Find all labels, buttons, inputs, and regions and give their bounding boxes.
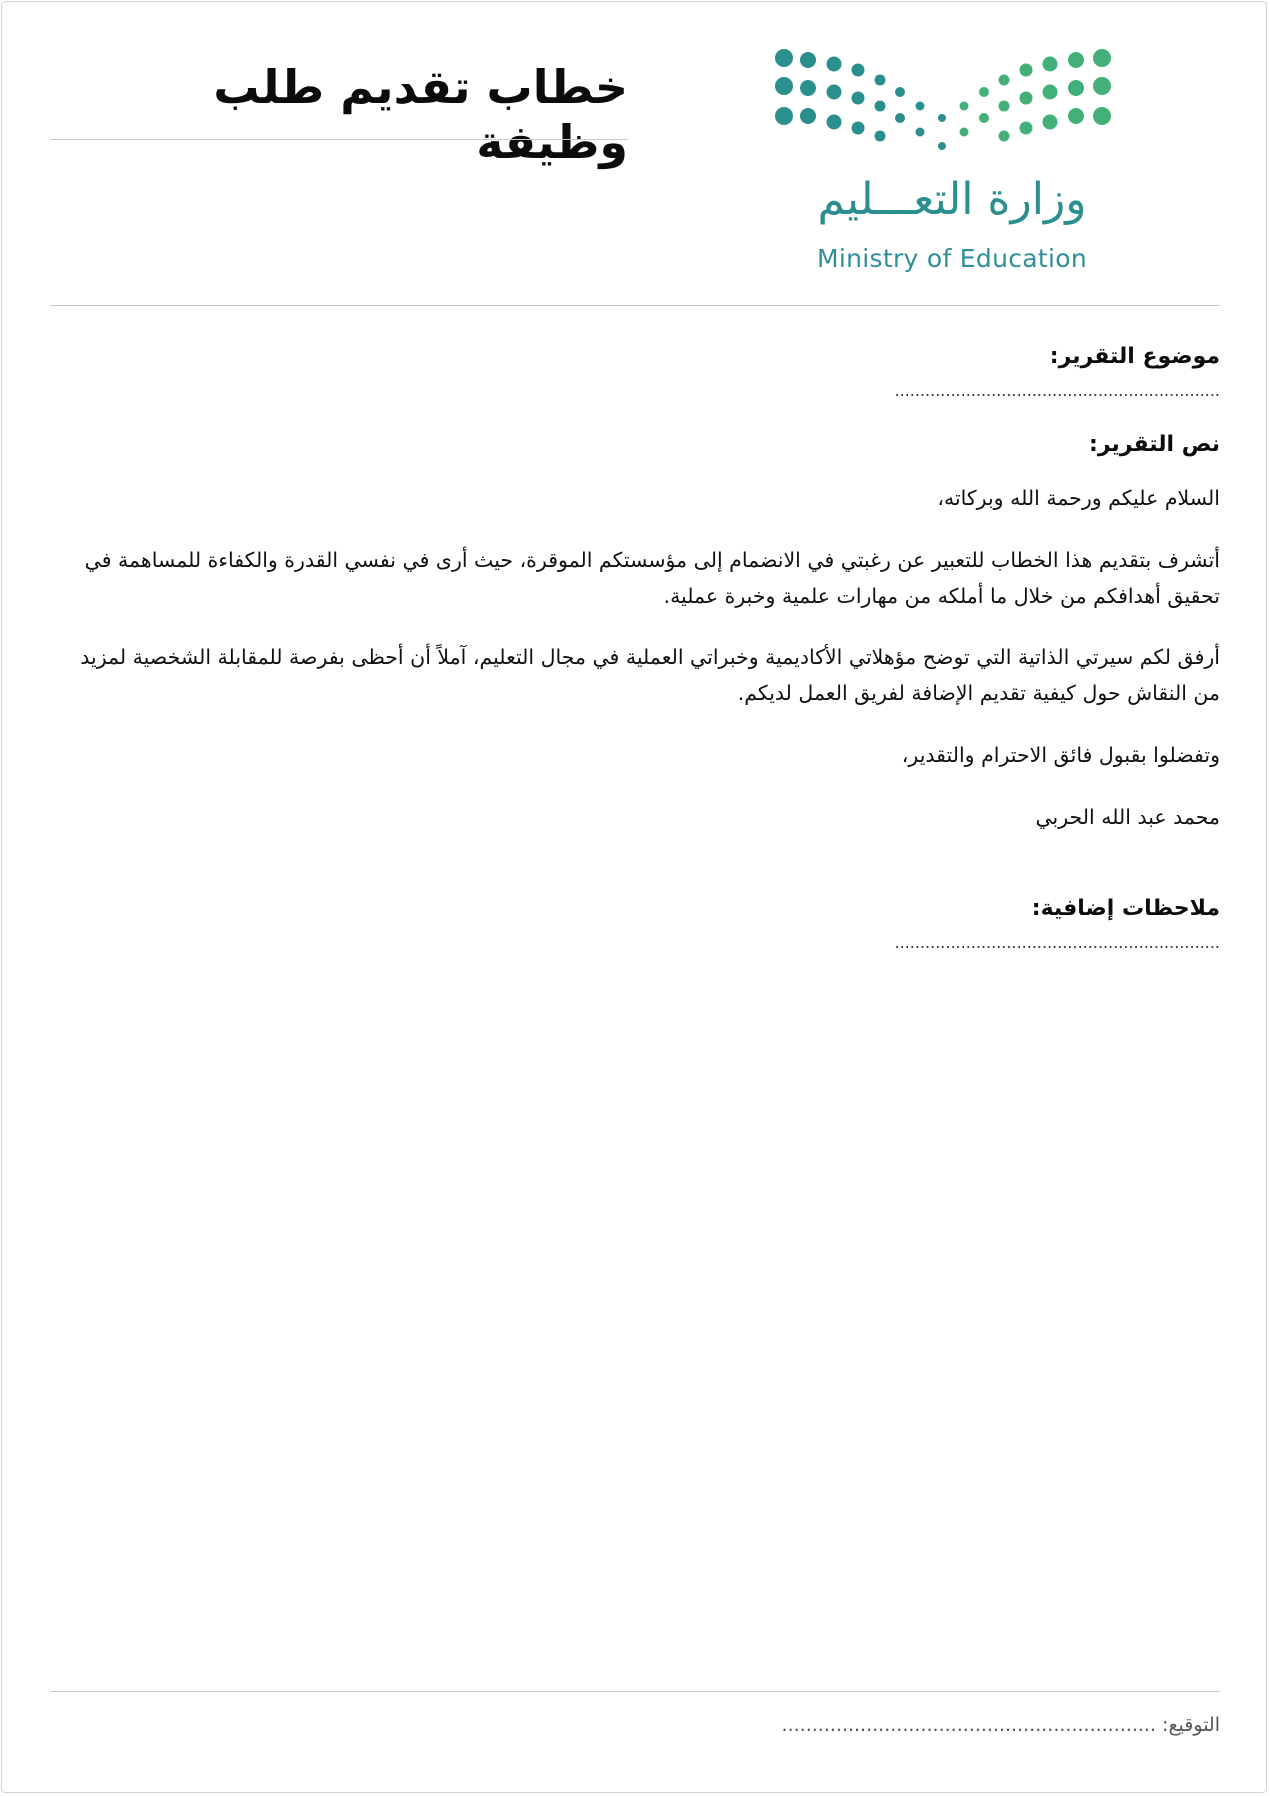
logo-dot	[875, 101, 886, 112]
logo-dot	[938, 114, 946, 122]
report-content	[50, 330, 1220, 952]
logo-dots-icon	[772, 46, 1132, 156]
logo-dot	[775, 107, 793, 125]
logo-dot	[979, 113, 989, 123]
logo-dot	[1043, 115, 1058, 130]
closing-paragraph: وتفضلوا بقبول فائق الاحترام والتقدير،	[901, 743, 1220, 768]
greeting-paragraph: السلام عليكم ورحمة الله وبركاته،	[937, 485, 1220, 510]
logo-dot	[1093, 49, 1111, 67]
logo-dot	[1093, 77, 1111, 95]
logo-dot	[1093, 107, 1111, 125]
document-title: خطاب تقديم طلب وظيفة	[213, 60, 628, 170]
logo-dot	[1043, 57, 1058, 72]
logo-arabic-name: وزارة التعـــليم	[817, 174, 1087, 225]
logo-english-name: Ministry of Education	[817, 244, 1087, 273]
logo-dot	[800, 108, 816, 124]
footer-divider	[50, 1691, 1220, 1692]
logo-dot	[895, 87, 905, 97]
signature-label: التوقيع:	[1162, 1714, 1220, 1736]
logo-dot	[960, 128, 969, 137]
header-divider	[50, 305, 1220, 306]
logo-dot	[938, 142, 946, 150]
logo-dot	[875, 131, 886, 142]
logo-dot	[852, 122, 865, 135]
logo-dot	[916, 102, 925, 111]
logo-dot	[1068, 80, 1084, 96]
notes-placeholder: ................................................................	[894, 932, 1220, 952]
logo-dot	[775, 77, 793, 95]
logo-dot	[1068, 108, 1084, 124]
signature-line	[50, 1714, 1220, 1736]
body-label: نص التقرير:	[1089, 431, 1220, 457]
logo-dot	[916, 128, 925, 137]
intro-paragraph: أتشرف بتقديم هذا الخطاب للتعبير عن رغبتي في الانضمام إلى مؤسستكم الموقرة، حيث أرى في نفسي القدرة والكفاءة للمساهمة في تحقيق أهدافكم من خلال ما أملكه من مهارات علمية وخبرة عملية.	[84, 547, 1220, 608]
logo-dot	[827, 85, 842, 100]
subject-placeholder: ................................................................	[894, 380, 1220, 400]
logo-dot	[895, 113, 905, 123]
logo-dot	[875, 75, 886, 86]
signature-placeholder: ..............................................................	[781, 1714, 1156, 1736]
sender-name: محمد عبد الله الحربي	[1035, 805, 1220, 830]
logo-dot	[800, 52, 816, 68]
logo-dot	[999, 131, 1010, 142]
logo-dot	[1020, 64, 1033, 77]
logo-dot	[1043, 85, 1058, 100]
logo-dot	[999, 75, 1010, 86]
logo-dot	[999, 101, 1010, 112]
logo-dot	[775, 49, 793, 67]
logo-dot	[1068, 52, 1084, 68]
subject-label: موضوع التقرير:	[1049, 344, 1220, 369]
notes-label: ملاحظات إضافية:	[1031, 895, 1220, 921]
title-underline	[50, 139, 628, 140]
page-header	[50, 40, 1220, 305]
ministry-logo	[772, 46, 1132, 286]
logo-dot	[827, 57, 842, 72]
logo-dot	[827, 115, 842, 130]
attachment-paragraph: أرفق لكم سيرتي الذاتية التي توضح مؤهلاتي الأكاديمية وخبراتي العملية في مجال التعليم، آملاً أن أحظى بفرصة للمقابلة الشخصية لمزيد من النقاش حول كيفية تقديم الإضافة لفريق العمل لديكم.	[80, 645, 1220, 706]
logo-dot	[852, 64, 865, 77]
logo-dot	[979, 87, 989, 97]
logo-dot	[1020, 122, 1033, 135]
logo-dot	[852, 92, 865, 105]
logo-dot	[1020, 92, 1033, 105]
logo-dot	[800, 80, 816, 96]
logo-dot	[960, 102, 969, 111]
